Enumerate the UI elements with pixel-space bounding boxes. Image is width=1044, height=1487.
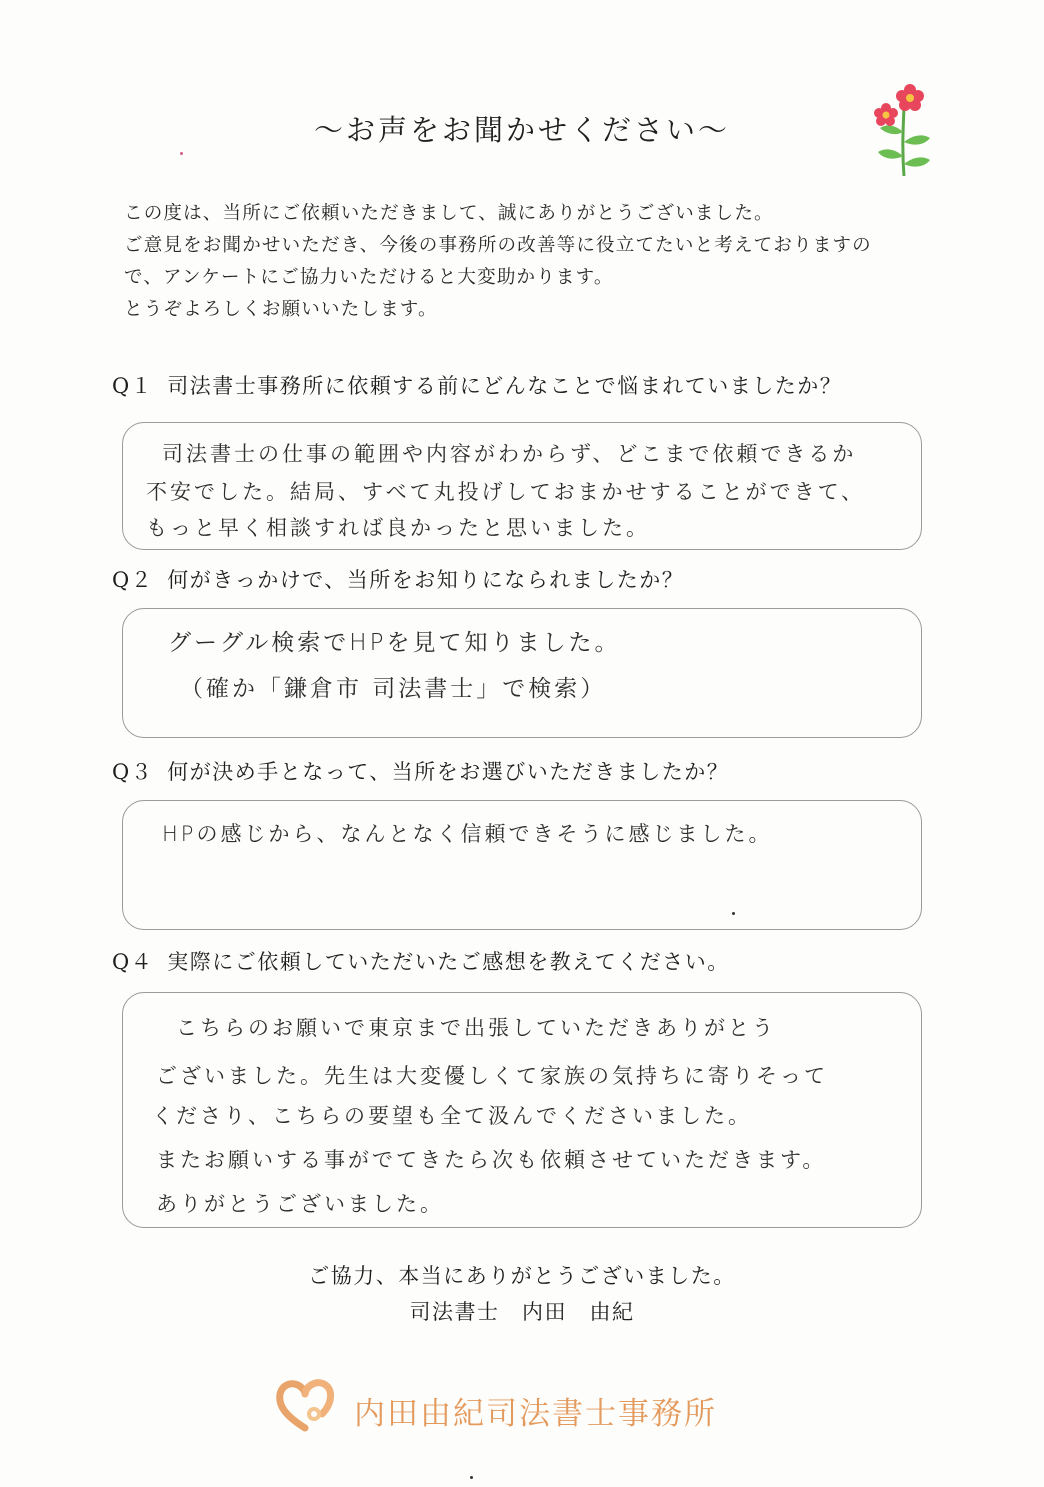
answer-line: くださり、こちらの要望も全て汲んでくださいました。 — [152, 1104, 752, 1128]
closing-thanks: ご協力、本当にありがとうございました。 — [308, 1264, 736, 1288]
question-number: Q１ — [112, 374, 154, 398]
scan-speck — [732, 912, 735, 915]
office-name: 内田由紀司法書士事務所 — [354, 1396, 717, 1432]
answer-line: グーグル検索でHPを見て知りました。 — [168, 630, 621, 656]
question-4 — [112, 946, 730, 976]
answer-line: 司法書士の仕事の範囲や内容がわからず、どこまで依頼できるか — [162, 442, 857, 466]
question-number: Q４ — [112, 950, 154, 974]
intro-line: で、アンケートにご協力いただけると大変助かります。 — [124, 267, 614, 288]
answer-line: もっと早く相談すれば良かったと思いました。 — [146, 516, 650, 540]
answer-line: 不安でした。結局、すべて丸投げしておまかせすることができて、 — [146, 480, 866, 504]
question-text: 何がきっかけで、当所をお知りになられましたか？ — [167, 568, 685, 592]
intro-line: この度は、当所にご依頼いただきまして、誠にありがとうございました。 — [124, 203, 774, 224]
question-text: 何が決め手となって、当所をお選びいただきましたか？ — [167, 760, 730, 784]
question-3 — [112, 756, 729, 786]
question-text: 実際にご依頼していただいたご感想を教えてください。 — [167, 950, 730, 974]
scan-speck — [470, 1476, 473, 1479]
question-number: Q３ — [112, 760, 154, 784]
survey-title: ～お声をお聞かせください～ — [313, 113, 730, 147]
answer-line: またお願いする事がでてきたら次も依頼させていただきます。 — [156, 1148, 827, 1172]
answer-line: こちらのお願いで東京まで出張していただきありがとう — [176, 1016, 776, 1040]
question-1 — [112, 370, 842, 400]
answer-line: ございました。先生は大変優しくて家族の気持ちに寄りそって — [156, 1064, 828, 1088]
flower-illustration — [866, 80, 936, 180]
question-text: 司法書士事務所に依頼する前にどんなことで悩まれていましたか？ — [167, 374, 843, 398]
question-2 — [112, 564, 684, 594]
scan-speck — [180, 152, 183, 155]
question-number: Q２ — [112, 568, 154, 592]
answer-line: HPの感じから、なんとなく信頼できそうに感じました。 — [162, 822, 773, 846]
intro-line: ご意見をお聞かせいただき、今後の事務所の改善等に役立てたいと考えておりますの — [124, 235, 872, 256]
answer-line: ありがとうございました。 — [156, 1192, 444, 1216]
intro-text — [124, 198, 954, 326]
heart-logo-icon — [272, 1376, 338, 1436]
intro-line: とうぞよろしくお願いいたします。 — [124, 299, 438, 320]
office-logo — [272, 1376, 752, 1436]
closing-signature: 司法書士 内田 由紀 — [409, 1300, 635, 1324]
answer-line: （確か「鎌倉市 司法書士」で検索） — [180, 676, 607, 702]
